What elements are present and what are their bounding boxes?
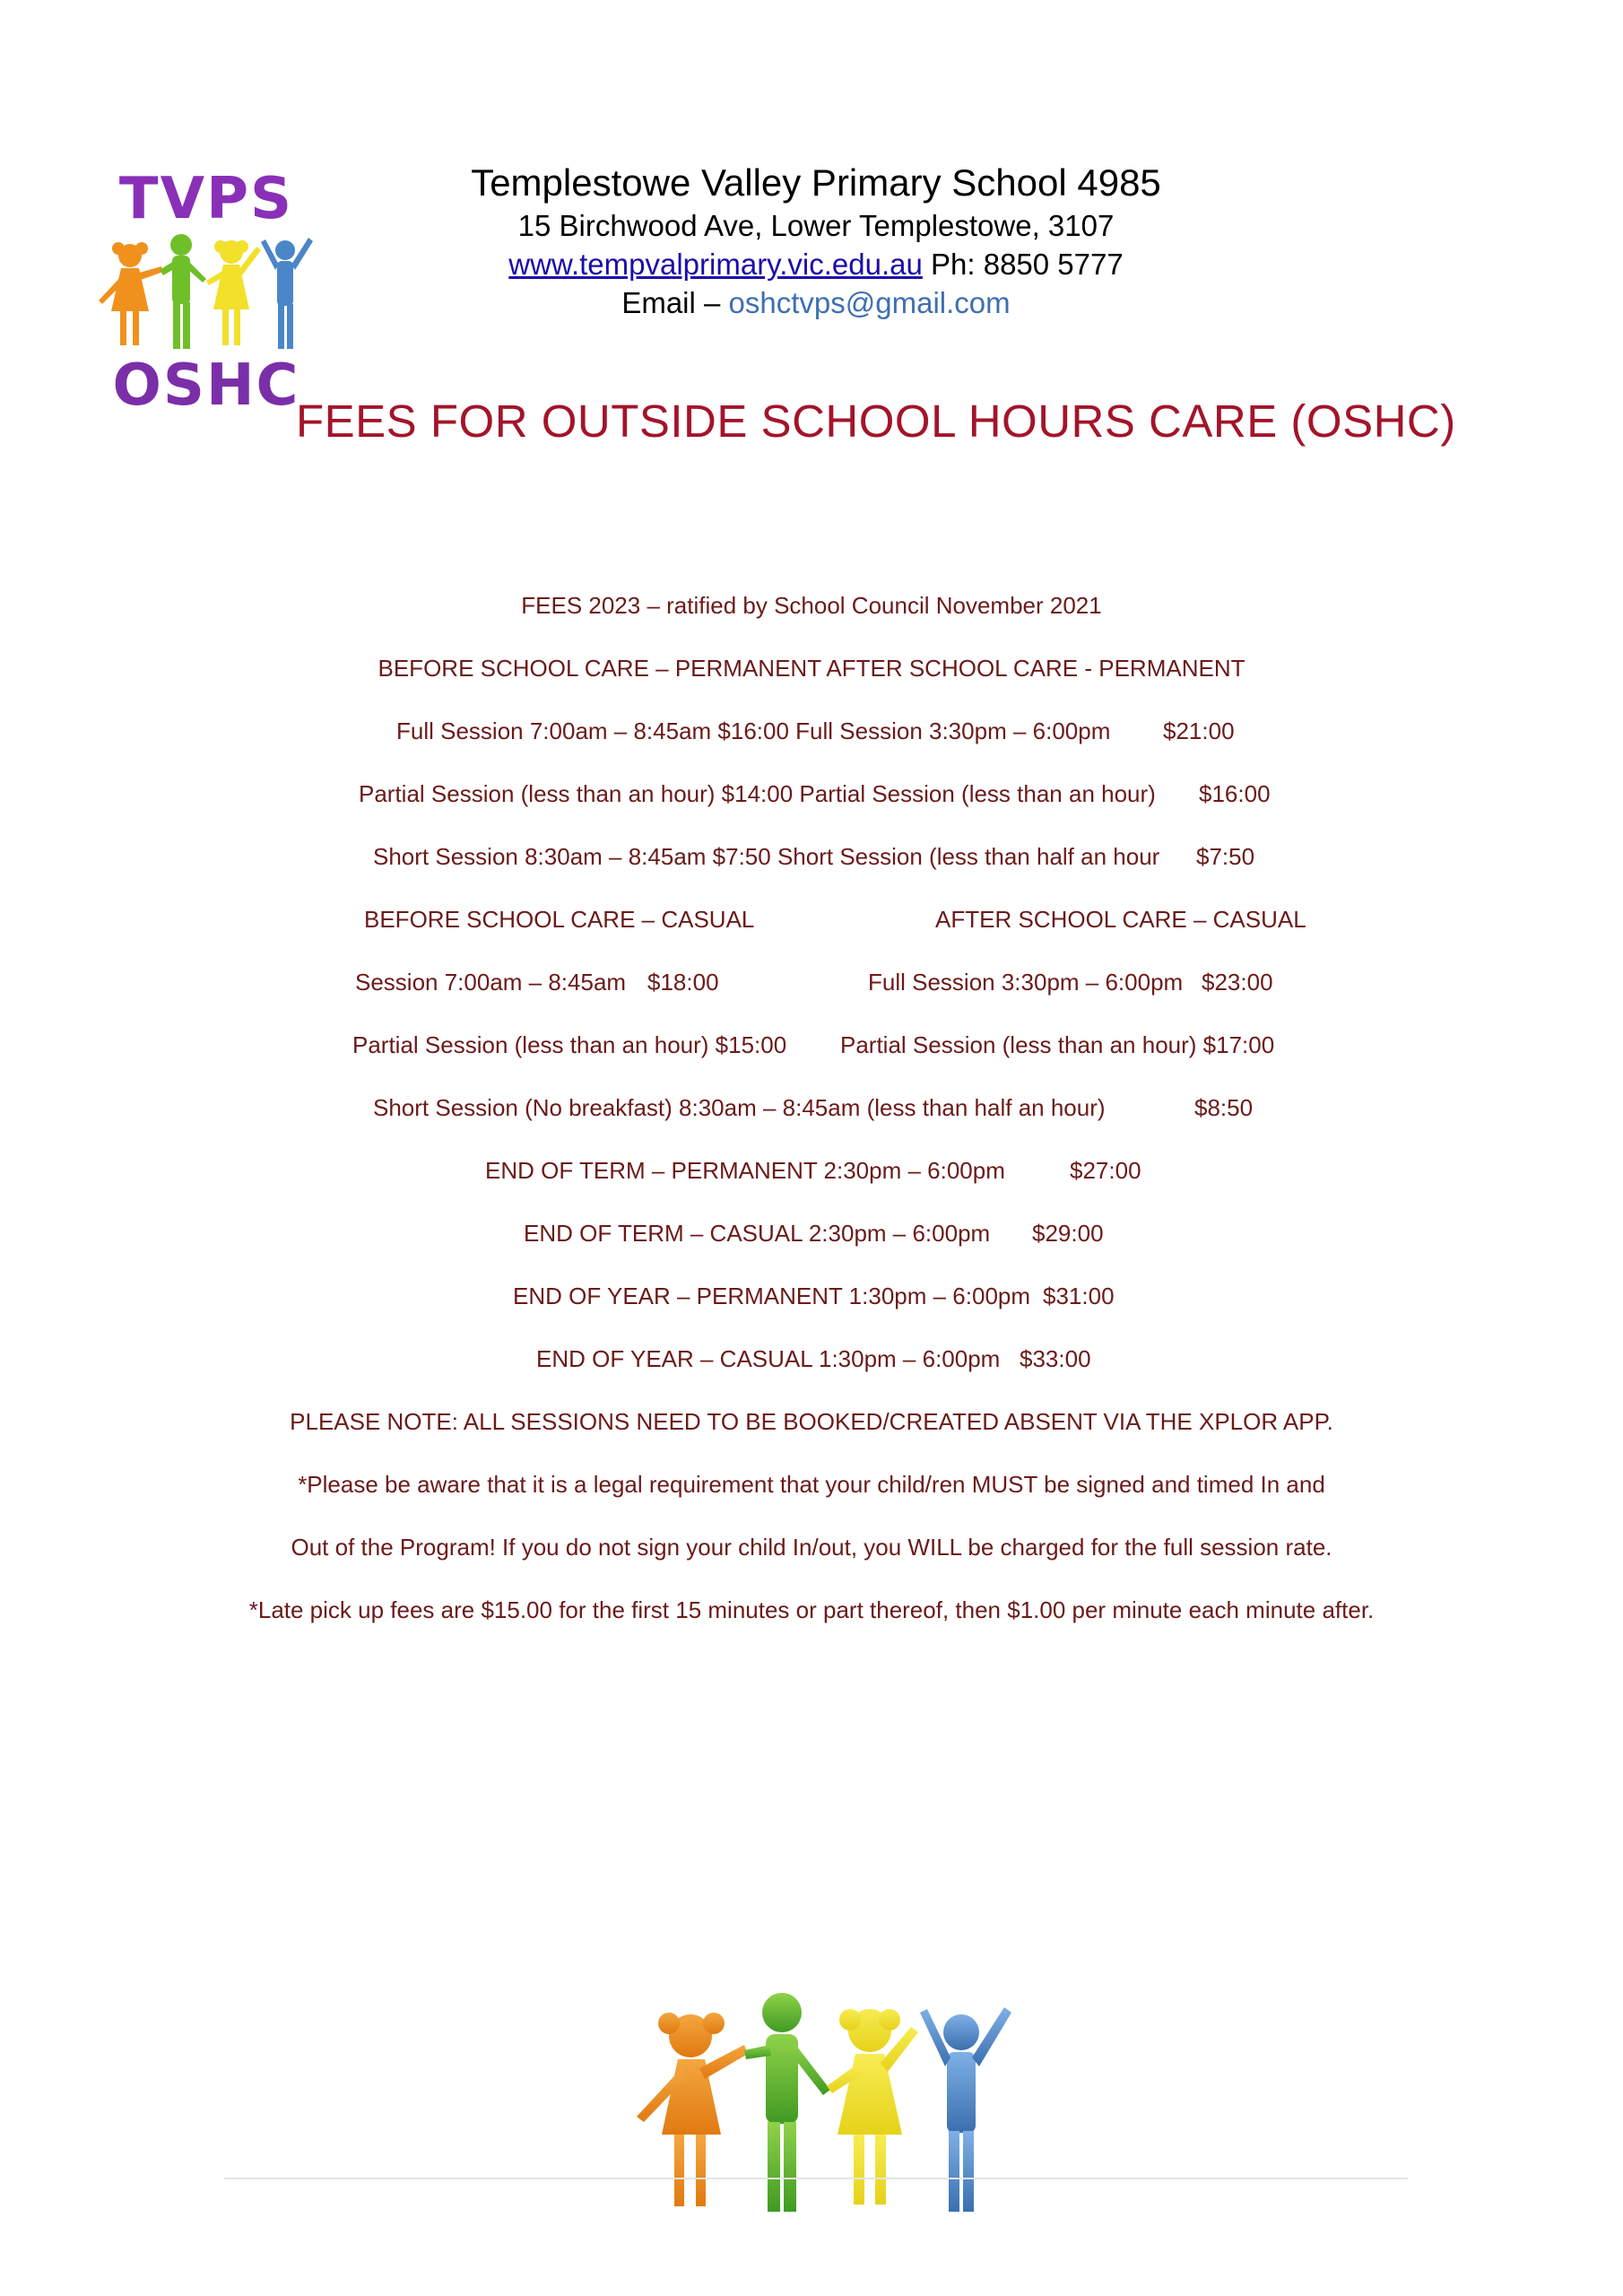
legal-notice-line-1: *Please be aware that it is a legal requirement that your child/ren MUST be signed and timed In and [298,1471,1325,1498]
footer-divider [224,2178,1408,2179]
school-name: Templestowe Valley Primary School 4985 [471,161,1161,204]
end-year-permanent: END OF YEAR – PERMANENT 1:30pm – 6:00pm [513,1283,1031,1309]
casual-before-partial: Partial Session (less than an hour) $15:00 [352,1031,787,1058]
email-label: Email – [621,286,721,319]
end-term-permanent: END OF TERM – PERMANENT 2:30pm – 6:00pm [485,1157,1005,1184]
school-header [377,160,1255,322]
children-holding-hands-icon [90,230,323,356]
email-address[interactable]: oshctvps@gmail.com [728,286,1011,319]
booking-note: PLEASE NOTE: ALL SESSIONS NEED TO BE BOOKED/CREATED ABSENT VIA THE XPLOR APP. [290,1408,1333,1435]
casual-after-full-price: $23:00 [1202,969,1273,996]
legal-notice-line-2: Out of the Program! If you do not sign your child In/out, you WILL be charged for the full session rate. [291,1534,1332,1561]
end-year-casual-price: $33:00 [1020,1345,1091,1372]
casual-before-session: Session 7:00am – 8:45am [355,969,627,996]
casual-short-price: $8:50 [1194,1094,1254,1121]
casual-after-heading: AFTER SCHOOL CARE – CASUAL [935,906,1306,933]
school-address: 15 Birchwood Ave, Lower Templestowe, 3107 [517,209,1115,242]
end-term-casual: END OF TERM – CASUAL 2:30pm – 6:00pm [524,1220,991,1247]
tvps-oshc-logo [90,166,341,426]
page-title: FEES FOR OUTSIDE SCHOOL HOURS CARE (OSHC) [296,396,1456,447]
logo-top-text: TVPS [118,166,294,232]
fees-intro: FEES 2023 – ratified by School Council November 2021 [521,592,1102,619]
logo-bottom-text: OSHC [112,352,300,419]
contact-line [377,245,1255,283]
casual-after-partial: Partial Session (less than an hour) $17:00 [840,1031,1275,1058]
permanent-full-text: Full Session 7:00am – 8:45am $16:00 Full Session 3:30pm – 6:00pm [396,718,1111,744]
end-year-permanent-price: $31:00 [1043,1283,1115,1309]
permanent-headings: BEFORE SCHOOL CARE – PERMANENT AFTER SCHOOL CARE - PERMANENT [378,655,1245,682]
children-illustration-icon [628,1991,1040,2224]
casual-after-full: Full Session 3:30pm – 6:00pm [868,969,1184,996]
email-line [377,283,1255,322]
permanent-full-price: $21:00 [1163,718,1235,744]
permanent-partial-text: Partial Session (less than an hour) $14:00 Partial Session (less than an hour) [359,780,1156,807]
permanent-short-text: Short Session 8:30am – 8:45am $7:50 Short Session (less than half an hour [373,843,1160,870]
phone-number: Ph: 8850 5777 [931,248,1124,281]
permanent-short-price: $7:50 [1196,843,1255,870]
end-year-casual: END OF YEAR – CASUAL 1:30pm – 6:00pm [536,1345,1001,1372]
casual-before-heading: BEFORE SCHOOL CARE – CASUAL [364,906,755,933]
end-term-permanent-price: $27:00 [1070,1157,1141,1184]
end-term-casual-price: $29:00 [1032,1220,1104,1247]
casual-before-session-price: $18:00 [647,969,719,996]
permanent-partial-price: $16:00 [1199,780,1271,807]
late-fee-notice: *Late pick up fees are $15.00 for the first 15 minutes or part thereof, then $1.00 per minute each minute after. [248,1596,1375,1623]
website-link[interactable]: www.tempvalprimary.vic.edu.au [508,248,923,281]
casual-short-text: Short Session (No breakfast) 8:30am – 8:45am (less than half an hour) [373,1094,1106,1121]
